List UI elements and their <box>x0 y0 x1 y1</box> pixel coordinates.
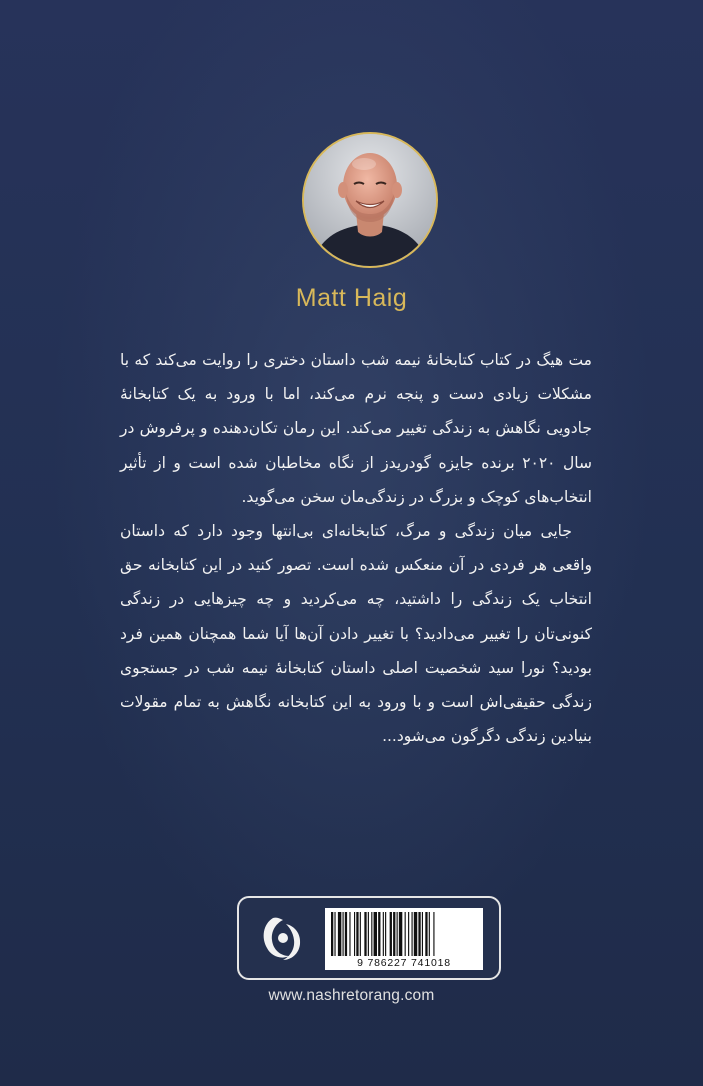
barcode-bar <box>345 912 347 956</box>
barcode-bar <box>349 912 350 956</box>
barcode-bar <box>356 912 358 956</box>
barcode-bar <box>343 912 344 956</box>
isbn-barcode <box>325 908 483 970</box>
barcode-bar <box>331 912 333 956</box>
author-name: Matt Haig <box>295 284 408 312</box>
barcode-bar <box>429 912 430 956</box>
barcode-bar <box>397 912 398 956</box>
publisher-logo-icon <box>253 910 311 968</box>
barcode-bar <box>433 912 434 956</box>
barcode-bar <box>418 912 420 956</box>
barcode-bar <box>338 912 341 956</box>
barcode-bar <box>354 912 355 956</box>
author-photo <box>302 132 438 268</box>
barcode-bar <box>374 912 377 956</box>
barcode-bar <box>378 912 380 956</box>
barcode-bar <box>414 912 417 956</box>
book-blurb <box>120 343 592 753</box>
isbn-number: 9 786227 741018 <box>357 957 451 969</box>
barcode-bar <box>360 912 361 956</box>
barcode-bar <box>368 912 369 956</box>
barcode-bar <box>393 912 395 956</box>
barcode-bar <box>405 912 406 956</box>
barcode-panel <box>237 896 501 980</box>
barcode-bar <box>371 912 372 956</box>
barcode-bar <box>399 912 402 956</box>
barcode-bar <box>383 912 384 956</box>
blurb-paragraph-2: جایی میان زندگی و مرگ، کتابخانه‌ای بی‌انتها وجود دارد که داستان واقعی هر فردی در آن منعکس شده است. تصور کنید در این کتابخانه حق انتخاب یک زندگی را داشتید، چه می‌کردید و چه چیزهایی در زندگی کنونی‌تان را تغییر می‌دادید؟ با تغییر دادن آن‌ها آیا شما همچنان همین فرد بودید؟ نورا سید شخصیت اصلی داستان کتابخانهٔ نیمه شب در جستجوی زندگی حقیقی‌اش است و با ورود به این کتابخانه نگاهش به تمام مقولات بنیادین زندگی دگرگون می‌شود... <box>120 522 592 746</box>
blurb-paragraph-1: مت هیگ در کتاب کتابخانهٔ نیمه شب داستان دختری را روایت می‌کند که با مشکلات زیادی دست و پنجه نرم می‌کند، اما با ورود به یک کتابخانهٔ جادویی نگاهش به زندگی تغییر می‌کند. این رمان تکان‌دهنده و پرفروش در سال ۲۰۲۰ برنده جایزه گودریدز از نگاه مخاطبان شده است و از تأثیر انتخاب‌های کوچک و بزرگ در زندگی‌مان سخن می‌گوید. <box>120 351 592 506</box>
barcode-bar <box>334 912 335 956</box>
barcode-bar <box>408 912 409 956</box>
barcode-bar <box>412 912 413 956</box>
publisher-website: www.nashretorang.com <box>268 987 435 1004</box>
barcode-bars <box>325 908 483 958</box>
barcode-bar <box>364 912 366 956</box>
barcode-bar <box>385 912 386 956</box>
barcode-bar <box>425 912 427 956</box>
barcode-bar <box>390 912 392 956</box>
author-portrait-icon <box>304 134 436 266</box>
barcode-bar <box>422 912 423 956</box>
